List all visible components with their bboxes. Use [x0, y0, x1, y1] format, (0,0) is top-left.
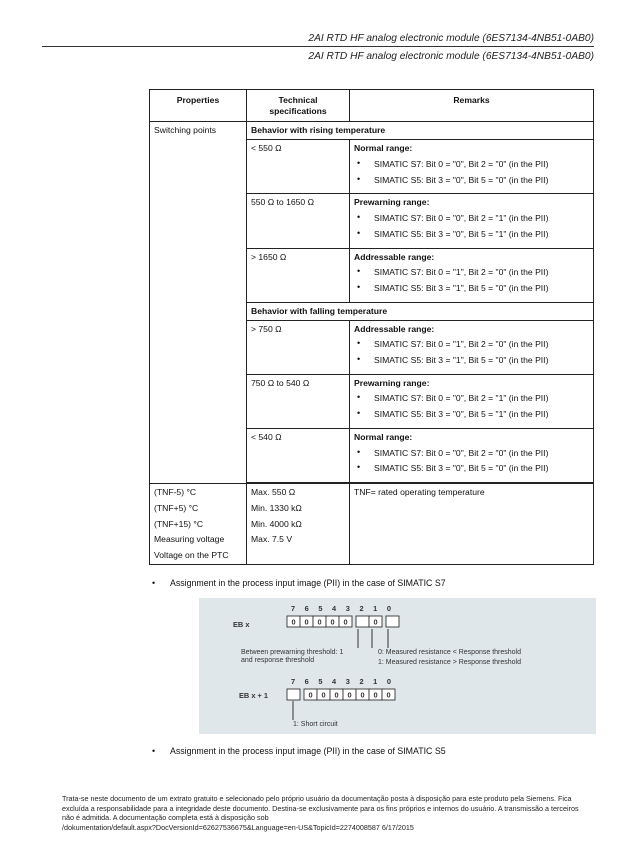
remark-cell: [350, 194, 594, 248]
remark-cell: [350, 428, 594, 482]
bit-numbers-row-2: [291, 677, 391, 686]
remark-cell: [350, 248, 594, 302]
table-header-row: [150, 90, 594, 122]
list-item: • SIMATIC S7: Bit 0 = "1", Bit 2 = "0" (in the PII): [354, 267, 589, 278]
eb-x1-label: EB x + 1: [239, 691, 268, 700]
tnf-property: (TNF+15) °C: [154, 518, 204, 529]
bit-number: 4: [332, 677, 337, 686]
register-cell-value: 0: [308, 690, 313, 700]
tnf-property: (TNF-5) °C: [154, 487, 197, 498]
tnf-properties-cell: [150, 484, 247, 565]
range-label: Normal range:: [354, 143, 413, 154]
col-header-properties: Properties: [150, 90, 247, 122]
spec-value: > 750 Ω: [247, 320, 350, 374]
bit-number: 6: [304, 604, 309, 613]
tnf-property: Voltage on the PTC: [154, 550, 229, 561]
bit-number: 0: [386, 604, 391, 613]
footer-disclaimer: [62, 794, 592, 832]
tnf-specs-cell: [247, 484, 350, 565]
bit-number: 2: [359, 604, 364, 613]
bit-number: 1: [373, 604, 378, 613]
register-cell-value: 0: [330, 617, 335, 627]
eb-x1-register: [287, 689, 395, 700]
bit-number: 5: [318, 604, 323, 613]
register-cell-value: 0: [360, 690, 365, 700]
bit-number: 0: [386, 677, 391, 686]
tnf-spec: Min. 4000 kΩ: [251, 518, 302, 529]
register-cell: [386, 616, 399, 627]
bullet-dot: •: [152, 578, 156, 588]
list-item: • SIMATIC S5: Bit 3 = "1", Bit 5 = "0" (in the PII): [354, 283, 589, 294]
list-item: • SIMATIC S7: Bit 0 = "0", Bit 2 = "1" (in the PII): [354, 213, 589, 224]
list-item: • SIMATIC S5: Bit 3 = "0", Bit 5 = "1" (in the PII): [354, 229, 589, 240]
register-cell: [356, 616, 369, 627]
bullet-s7-assignment: [152, 578, 446, 588]
tnf-spec: Min. 1330 kΩ: [251, 502, 302, 513]
bit0-meaning-0: 0: Measured resistance < Response threshold: [378, 649, 521, 656]
remark-cell: [350, 320, 594, 374]
spec-value: > 1650 Ω: [247, 248, 350, 302]
spec-value: 550 Ω to 1650 Ω: [247, 194, 350, 248]
bit-number: 6: [304, 677, 309, 686]
bit-number: 5: [318, 677, 323, 686]
eb-x-label: EB x: [233, 620, 250, 629]
footer-line: excluída a responsabilidade para a integridade deste documento. Destina-se exclusivamente para os fins próprios e internos do usuário. A transmissão a terceiros: [62, 803, 579, 813]
range-label: Prewarning range:: [354, 197, 430, 208]
remark-cell: [350, 140, 594, 194]
bit-number: 3: [345, 677, 350, 686]
bit-number: 1: [373, 677, 378, 686]
table-row: [150, 122, 594, 140]
bullet-text: Assignment in the process input image (PII) in the case of SIMATIC S5: [170, 746, 446, 756]
register-cell-value: 0: [386, 690, 391, 700]
bit-number: 2: [359, 677, 364, 686]
list-item: • SIMATIC S5: Bit 3 = "1", Bit 5 = "0" (in the PII): [354, 355, 589, 366]
footer-line: não é admitida. A documentação completa está à disposição sob: [62, 813, 269, 822]
register-cell-value: 0: [304, 617, 309, 627]
range-label: Normal range:: [354, 431, 413, 442]
list-item: • SIMATIC S7: Bit 0 = "0", Bit 2 = "1" (in the PII): [354, 393, 589, 404]
list-item: • SIMATIC S5: Bit 3 = "0", Bit 5 = "1" (in the PII): [354, 409, 589, 420]
pii-bit-assignment-diagram: [199, 598, 596, 734]
col-header-technical-specs: Technical specifications: [247, 90, 350, 122]
list-item: • SIMATIC S7: Bit 0 = "0", Bit 2 = "0" (in the PII): [354, 448, 589, 459]
range-label: Prewarning range:: [354, 377, 430, 388]
footer-line: Trata-se neste documento de um extrato gratuito e selecionado pelo próprio usuário da documentação posta à disposição para este produto pela Siemens. Fica: [62, 794, 572, 803]
register-cell-value: 0: [373, 617, 378, 627]
bit-number: 7: [290, 604, 296, 613]
remark-cell: [350, 374, 594, 428]
bit-number: 3: [345, 604, 350, 613]
header-rule: [42, 46, 594, 47]
bit-number: 7: [290, 677, 296, 686]
tnf-remark: TNF= rated operating temperature: [350, 484, 594, 565]
bullet-dot: •: [152, 746, 156, 756]
bit-numbers-row-1: [291, 604, 391, 613]
header-title-top: 2AI RTD HF analog electronic module (6ES7134-4NB51-0AB0): [308, 33, 594, 44]
table-row: [150, 484, 594, 565]
tnf-property: Measuring voltage: [154, 534, 225, 545]
list-item: • SIMATIC S5: Bit 3 = "0", Bit 5 = "0" (in the PII): [354, 463, 589, 474]
short-circuit-label: 1: Short circuit: [293, 721, 338, 728]
tnf-spec: Max. 550 Ω: [251, 487, 296, 498]
bullet-s5-assignment: [152, 746, 446, 756]
footer-line: /dokumentation/default.aspx?DocVersionId=62627536675&Language=en-US&TopicId=2274008587 6/17/2015: [62, 822, 414, 832]
property-switching-points: Switching points: [150, 122, 247, 484]
register-cell-value: 0: [291, 617, 296, 627]
register-cell-value: 0: [373, 690, 378, 700]
register-cell-value: 0: [343, 617, 348, 627]
bullet-text: Assignment in the process input image (PII) in the case of SIMATIC S7: [170, 578, 446, 588]
falling-temp-heading: Behavior with falling temperature: [247, 302, 594, 320]
register-cell-value: 0: [347, 690, 352, 700]
header-title-bottom: 2AI RTD HF analog electronic module (6ES7134-4NB51-0AB0): [308, 51, 594, 62]
list-item: • SIMATIC S7: Bit 0 = "0", Bit 2 = "0" (in the PII): [354, 159, 589, 170]
spec-value: 750 Ω to 540 Ω: [247, 374, 350, 428]
range-label: Addressable range:: [354, 251, 435, 262]
range-label: Addressable range:: [354, 323, 435, 334]
bit-number: 4: [332, 604, 337, 613]
tnf-spec: Max. 7.5 V: [251, 534, 293, 545]
register-cell-value: 0: [334, 690, 339, 700]
register-cell-value: 0: [321, 690, 326, 700]
register-cell-value: 0: [317, 617, 322, 627]
prewarn-label-2: and response threshold: [241, 657, 315, 664]
list-item: • SIMATIC S7: Bit 0 = "1", Bit 2 = "0" (in the PII): [354, 339, 589, 350]
bit0-meaning-1: 1: Measured resistance > Response threshold: [378, 659, 521, 666]
register-cell: [287, 689, 300, 700]
spec-value: < 540 Ω: [247, 428, 350, 482]
prewarn-label-1: Between prewarning threshold: 1: [241, 649, 344, 656]
eb-x-register: [287, 616, 399, 627]
list-item: • SIMATIC S5: Bit 3 = "0", Bit 5 = "0" (in the PII): [354, 175, 589, 186]
specifications-table: [149, 89, 594, 565]
col-header-remarks: Remarks: [350, 90, 594, 122]
spec-value: < 550 Ω: [247, 140, 350, 194]
tnf-property: (TNF+5) °C: [154, 502, 199, 513]
rising-temp-heading: Behavior with rising temperature: [247, 122, 594, 140]
